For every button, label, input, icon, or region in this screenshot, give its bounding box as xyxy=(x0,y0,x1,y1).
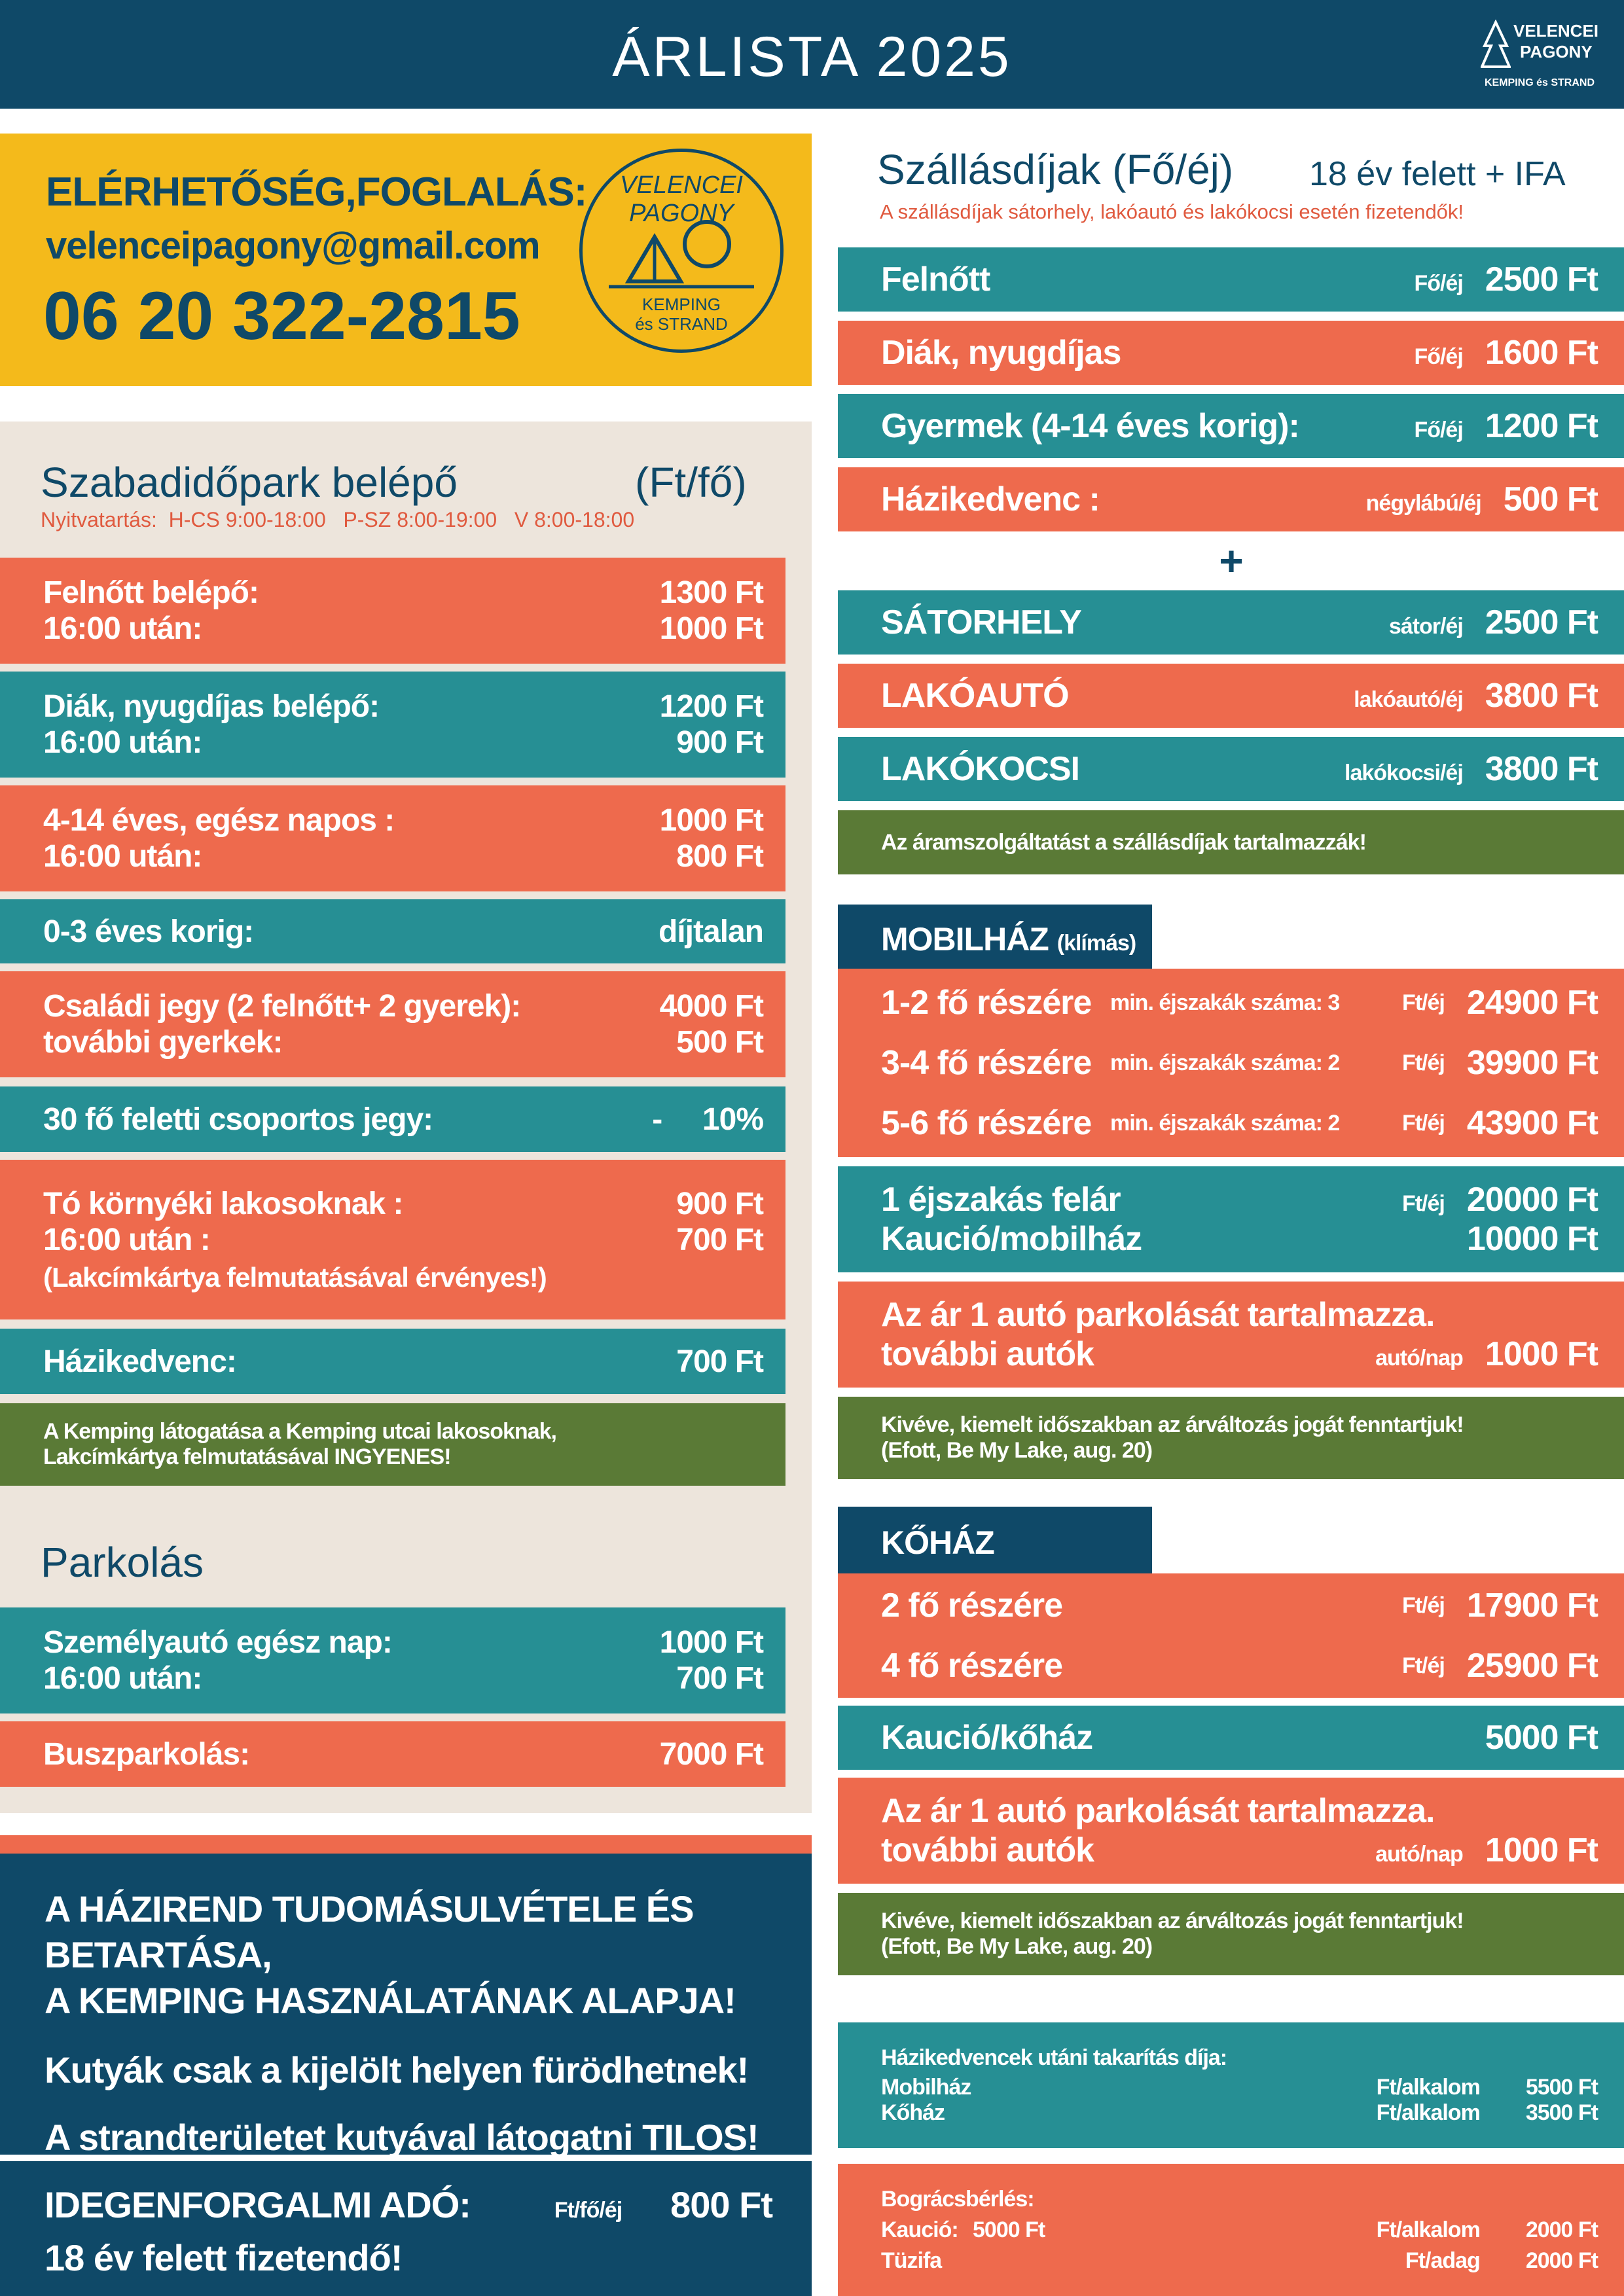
row-label: 1 éjszakás felár xyxy=(881,1181,1121,1219)
lodging-row-tent xyxy=(838,590,1624,655)
row-unit: autó/nap xyxy=(1375,1842,1463,1867)
row-price: 700 Ft xyxy=(676,1661,763,1696)
row-label: 4 fő részére xyxy=(881,1647,1063,1685)
row-price: 500 Ft xyxy=(1503,480,1598,518)
row-price: 1300 Ft xyxy=(659,575,763,610)
row-label: 16:00 után: xyxy=(43,611,202,646)
mobilhaz-tab-small: (klímás) xyxy=(1056,931,1136,956)
row-label: Felnőtt xyxy=(881,260,990,298)
row-price: 2000 Ft xyxy=(1525,2248,1598,2273)
kohaz-note xyxy=(838,1893,1624,1975)
row-label: 2 fő részére xyxy=(881,1587,1063,1624)
row-unit: Fő/éj xyxy=(1414,344,1463,369)
row-price: 1200 Ft xyxy=(659,689,763,724)
row-label: 5-6 fő részére xyxy=(881,1104,1092,1142)
row-label: Házikedvenc : xyxy=(881,480,1100,518)
row-price: 17900 Ft xyxy=(1466,1587,1598,1624)
lodging-row-child xyxy=(838,394,1624,458)
park-row-group xyxy=(0,1086,785,1152)
row-label: Kőház xyxy=(881,2100,945,2125)
lodging-note xyxy=(838,810,1624,874)
row-price: 39900 Ft xyxy=(1466,1044,1598,1082)
row-label: Tó környéki lakosoknak : xyxy=(43,1187,403,1221)
row-price: 1000 Ft xyxy=(659,611,763,646)
row-price: - 10% xyxy=(652,1102,763,1137)
note-line: Az áramszolgáltatást a szállásdíjak tartalmazzák! xyxy=(881,829,1366,855)
row-label: Családi jegy (2 felnőtt+ 2 gyerek): xyxy=(43,989,521,1024)
header-logo-line2: PAGONY xyxy=(1520,42,1593,62)
kohaz-rows xyxy=(838,1573,1624,1698)
row-min-nights: min. éjszakák száma: 2 xyxy=(1110,1050,1340,1075)
contact-logo-sub1: KEMPING xyxy=(642,295,721,314)
row-min-nights: min. éjszakák száma: 3 xyxy=(1110,990,1340,1015)
note-line: (Efott, Be My Lake, aug. 20) xyxy=(881,1934,1153,1959)
row-price: 1000 Ft xyxy=(1485,1335,1598,1373)
row-label: Gyermek (4-14 éves korig): xyxy=(881,407,1299,445)
tax-unit: Ft/fő/éj xyxy=(554,2198,623,2223)
tax-panel xyxy=(0,2161,812,2296)
row-price: 2000 Ft xyxy=(1525,2217,1598,2242)
row-label: Az ár 1 autó parkolását tartalmazza. xyxy=(881,1792,1435,1830)
lodging-subtitle: A szállásdíjak sátorhely, lakóautó és lakókocsi esetén fizetendők! xyxy=(880,200,1464,223)
row-unit: Ft/alkalom xyxy=(1376,2100,1480,2125)
contact-logo-sub2: és STRAND xyxy=(635,314,728,334)
row-label: további gyerkek: xyxy=(43,1025,283,1060)
lodging-row-pet xyxy=(838,467,1624,531)
mobilhaz-rows xyxy=(838,969,1624,1157)
mobilhaz-tab-label: MOBILHÁZ xyxy=(881,921,1049,958)
lodging-row-caravan xyxy=(838,737,1624,801)
row-unit: Ft/alkalom xyxy=(1376,2074,1480,2100)
lodging-row-student xyxy=(838,321,1624,385)
row-price: 25900 Ft xyxy=(1466,1647,1598,1685)
mobilhaz-parking xyxy=(838,1282,1624,1388)
parking-title: Parkolás xyxy=(41,1539,204,1586)
park-row-child xyxy=(0,785,785,891)
note-line: Kivéve, kiemelt időszakban az árváltozás jogát fenntartjuk! xyxy=(881,1909,1464,1933)
contact-phone[interactable]: 06 20 322-2815 xyxy=(43,278,520,354)
row-label: 16:00 után : xyxy=(43,1223,210,1257)
contact-logo-name: VELENCEI PAGONY xyxy=(620,171,743,227)
park-title: Szabadidőpark belépő xyxy=(41,459,458,506)
row-label: Kaució: xyxy=(881,2217,958,2242)
lodging-title-right: 18 év felett + IFA xyxy=(1309,155,1566,193)
row-price: 900 Ft xyxy=(676,1187,763,1221)
note-line: Kivéve, kiemelt időszakban az árváltozás jogát fenntartjuk! xyxy=(881,1412,1464,1437)
tax-label: IDEGENFORGALMI ADÓ: xyxy=(45,2184,471,2225)
row-price: 43900 Ft xyxy=(1466,1104,1598,1142)
row-unit: Fő/éj xyxy=(1414,418,1463,442)
park-row-adult xyxy=(0,558,785,664)
row-price: 1200 Ft xyxy=(1485,407,1598,445)
row-label: 0-3 éves korig: xyxy=(43,914,254,949)
park-unit: (Ft/fő) xyxy=(635,459,747,506)
row-price: 1000 Ft xyxy=(659,1625,763,1660)
row-price: 10000 Ft xyxy=(1466,1220,1598,1258)
park-note xyxy=(0,1403,785,1486)
row-unit: Ft/éj xyxy=(1401,1592,1445,1618)
row-label: további autók xyxy=(881,1831,1094,1869)
header-logo xyxy=(1481,17,1598,96)
kohaz-tab xyxy=(838,1507,1152,1573)
row-unit: Ft/éj xyxy=(1401,990,1445,1015)
row-label: Mobilház xyxy=(881,2074,971,2100)
contact-logo xyxy=(579,149,784,353)
row-label: 3-4 fő részére xyxy=(881,1044,1092,1082)
row-unit: Ft/éj xyxy=(1401,1110,1445,1136)
row-price: 2500 Ft xyxy=(1485,603,1598,641)
mobilhaz-tab xyxy=(838,905,1152,969)
row-price: 5500 Ft xyxy=(1525,2074,1598,2100)
row-label: 16:00 után: xyxy=(43,725,202,760)
contact-heading: ELÉRHETŐSÉG,FOGLALÁS: xyxy=(46,170,587,215)
park-row-family xyxy=(0,971,785,1077)
row-label: Felnőtt belépő: xyxy=(43,575,259,610)
row-label: Diák, nyugdíjas belépő: xyxy=(43,689,380,724)
row-label: Kaució/kőház xyxy=(881,1719,1093,1757)
cleaning-panel xyxy=(838,2022,1624,2148)
kohaz-parking xyxy=(838,1778,1624,1884)
row-label: 16:00 után: xyxy=(43,1661,202,1696)
rules-line1: A HÁZIREND TUDOMÁSULVÉTELE ÉS BETARTÁSA, xyxy=(45,1888,694,1975)
row-label: Buszparkolás: xyxy=(43,1736,250,1772)
parking-row-car xyxy=(0,1607,785,1713)
bogracs-title: Bográcsbérlés: xyxy=(881,2186,1034,2212)
park-hours: Nyitvatartás: H-CS 9:00-18:00 P-SZ 8:00-19:00 V 8:00-18:00 xyxy=(41,508,635,531)
header-logo-icon xyxy=(1481,20,1511,72)
bogracs-panel xyxy=(838,2164,1624,2296)
park-row-infant xyxy=(0,899,785,963)
header-logo-line1: VELENCEI xyxy=(1513,21,1599,41)
row-price: 700 Ft xyxy=(676,1223,763,1257)
contact-email[interactable]: velenceipagony@gmail.com xyxy=(46,224,540,267)
row-label: Diák, nyugdíjas xyxy=(881,334,1121,372)
row-price: 700 Ft xyxy=(676,1344,763,1379)
row-label: Az ár 1 autó parkolását tartalmazza. xyxy=(881,1296,1435,1334)
row-deposit: 5000 Ft xyxy=(973,2217,1045,2242)
row-price: díjtalan xyxy=(658,914,763,949)
row-unit: autó/nap xyxy=(1375,1346,1463,1371)
row-min-nights: min. éjszakák száma: 2 xyxy=(1110,1110,1340,1136)
mobilhaz-note xyxy=(838,1397,1624,1479)
tax-note: 18 év felett fizetendő! xyxy=(45,2237,403,2278)
row-label: SÁTORHELY xyxy=(881,603,1081,641)
row-unit: sátor/éj xyxy=(1388,614,1463,639)
rules-line4: A strandterületet kutyával látogatni TILOS! xyxy=(45,2117,759,2158)
row-unit: Ft/éj xyxy=(1401,1653,1445,1678)
row-price: 800 Ft xyxy=(676,839,763,874)
row-label: Tüzifa xyxy=(881,2248,942,2273)
row-unit: négylábú/éj xyxy=(1365,491,1481,516)
row-unit: Ft/éj xyxy=(1401,1191,1445,1216)
row-label: LAKÓKOCSI xyxy=(881,750,1079,788)
lodging-row-motorhome xyxy=(838,664,1624,728)
row-price: 1000 Ft xyxy=(659,803,763,838)
row-unit: Ft/éj xyxy=(1401,1050,1445,1075)
lodging-title: Szállásdíjak (Fő/éj) xyxy=(877,146,1234,193)
kohaz-tab-label: KŐHÁZ xyxy=(881,1524,994,1561)
row-label: 30 fő feletti csoportos jegy: xyxy=(43,1102,433,1137)
park-row-residents xyxy=(0,1160,785,1319)
row-price: 24900 Ft xyxy=(1466,984,1598,1022)
lodging-row-adult xyxy=(838,247,1624,312)
plus-icon: + xyxy=(1219,537,1243,584)
note-line: A Kemping látogatása a Kemping utcai lakosoknak, xyxy=(43,1419,556,1444)
row-label: 1-2 fő részére xyxy=(881,984,1092,1022)
row-price: 3500 Ft xyxy=(1525,2100,1598,2125)
row-label: további autók xyxy=(881,1335,1094,1373)
row-label: Személyautó egész nap: xyxy=(43,1625,392,1660)
tax-price: 800 Ft xyxy=(670,2184,772,2225)
rules-line2: A KEMPING HASZNÁLATÁNAK ALAPJA! xyxy=(45,1980,736,2021)
row-unit: Fő/éj xyxy=(1414,271,1463,296)
rules-line3: Kutyák csak a kijelölt helyen fürödhetnek! xyxy=(45,2049,749,2090)
rules-accent xyxy=(0,1835,812,1854)
row-price: 2500 Ft xyxy=(1485,260,1598,298)
row-price: 3800 Ft xyxy=(1485,750,1598,788)
row-label: Házikedvenc: xyxy=(43,1344,236,1379)
park-row-student xyxy=(0,672,785,778)
tent-sun-icon xyxy=(583,208,780,300)
row-unit: Ft/adag xyxy=(1405,2248,1480,2273)
cleaning-title: Házikedvencek utáni takarítás díja: xyxy=(881,2045,1227,2070)
row-label: LAKÓAUTÓ xyxy=(881,677,1069,715)
rules-panel xyxy=(0,1854,812,2158)
row-price: 3800 Ft xyxy=(1485,677,1598,715)
row-price: 1000 Ft xyxy=(1485,1831,1598,1869)
mobilhaz-extra xyxy=(838,1166,1624,1272)
note-line: Lakcímkártya felmutatásával INGYENES! xyxy=(43,1444,451,1469)
row-price: 7000 Ft xyxy=(659,1736,763,1772)
row-label: 4-14 éves, egész napos : xyxy=(43,803,395,838)
row-price: 900 Ft xyxy=(676,725,763,760)
row-unit: lakóautó/éj xyxy=(1354,687,1463,712)
header-logo-sub: KEMPING és STRAND xyxy=(1484,77,1595,88)
row-price: 500 Ft xyxy=(676,1025,763,1060)
row-label: 16:00 után: xyxy=(43,839,202,874)
row-unit: lakókocsi/éj xyxy=(1344,761,1463,785)
row-unit: Ft/alkalom xyxy=(1376,2217,1480,2242)
row-price: 1600 Ft xyxy=(1485,334,1598,372)
row-label: Kaució/mobilház xyxy=(881,1220,1142,1258)
note-line: (Efott, Be My Lake, aug. 20) xyxy=(881,1438,1153,1463)
page-title: ÁRLISTA 2025 xyxy=(612,26,1012,88)
parking-row-bus xyxy=(0,1721,785,1787)
park-row-pet xyxy=(0,1329,785,1394)
row-price: 5000 Ft xyxy=(1485,1719,1598,1757)
kohaz-deposit xyxy=(838,1706,1624,1770)
row-price: 20000 Ft xyxy=(1466,1181,1598,1219)
row-price: 4000 Ft xyxy=(659,989,763,1024)
row-note: (Lakcímkártya felmutatásával érvényes!) xyxy=(43,1262,547,1293)
